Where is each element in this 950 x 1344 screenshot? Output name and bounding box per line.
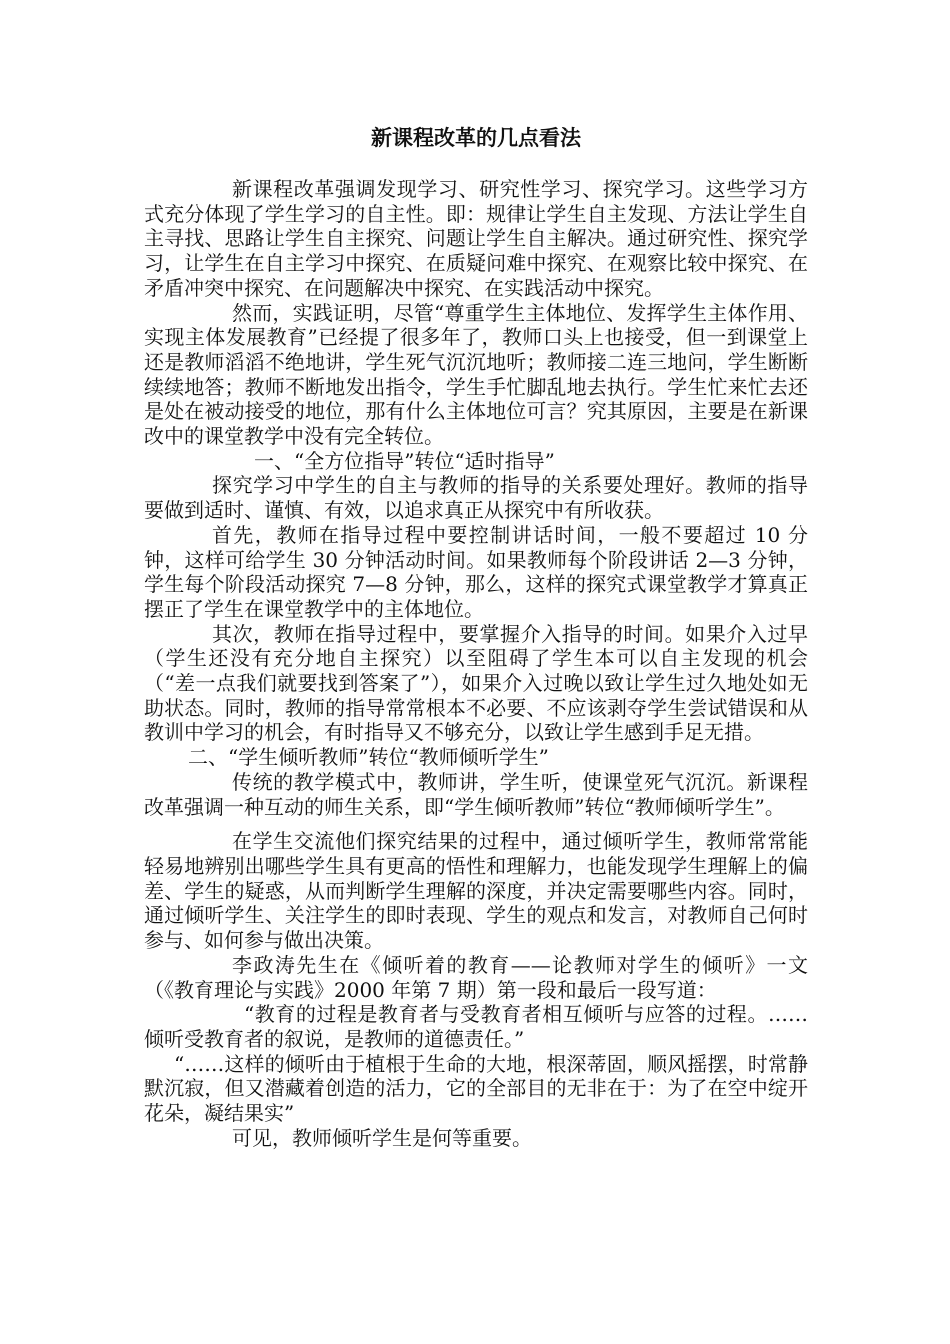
- quote-paragraph-2: “……这样的倾听由于植根于生命的大地，根深蒂固，顺风摇摆，时常静默沉寂，但又潜藏着创造的活力，它的全部目的无非在于：为了在空中绽开花朵，凝结果实”: [144, 1051, 808, 1126]
- listening-paragraph: 传统的教学模式中，教师讲，学生听，使课堂死气沉沉。新课程改革强调一种互动的师生关系，即“学生倾听教师”转位“教师倾听学生”。: [144, 769, 808, 819]
- exchange-paragraph: 在学生交流他们探究结果的过程中，通过倾听学生，教师常常能轻易地辨别出哪些学生具有更高的悟性和理解力，也能发现学生理解上的偏差、学生的疑惑，从而判断学生理解的深度，并决定需要哪些内容。同时，通过倾听学生、关注学生的即时表现、学生的观点和发言，对教师自己何时参与、如何参与做出决策。: [144, 829, 808, 953]
- section-heading-1: 一、“全方位指导”转位“适时指导”: [254, 448, 555, 473]
- conclusion-paragraph: 可见，教师倾听学生是何等重要。: [232, 1125, 532, 1150]
- problem-paragraph: 然而，实践证明，尽管“尊重学生主体地位、发挥学生主体作用、实现主体发展教育”已经提了很多年了，教师口头上也接受，但一到课堂上还是教师滔滔不绝地讲，学生死气沉沉地听；教师接二连三地问，学生断断续续地答；教师不断地发出指令，学生手忙脚乱地去执行。学生忙来忙去还是处在被动接受的地位，那有什么主体地位可言？究其原因，主要是在新课改中的课堂教学中没有完全转位。: [144, 300, 808, 449]
- quote-paragraph-1: “教育的过程是教育者与受教育者相互倾听与应答的过程。……倾听受教育者的叙说，是教师的道德责任。”: [144, 1002, 808, 1051]
- citation-paragraph: 李政涛先生在《倾听着的教育——论教师对学生的倾听》一文（《教育理论与实践》2000 年第 7 期）第一段和最后一段写道：: [144, 952, 808, 1002]
- section-heading-2: 二、“学生倾听教师”转位“教师倾听学生”: [188, 745, 549, 770]
- intro-paragraph: 新课程改革强调发现学习、研究性学习、探究学习。这些学习方式充分体现了学生学习的自主性。即：规律让学生自主发现、方法让学生自主寻找、思路让学生自主探究、问题让学生自主解决。通过研究性、探究学习，让学生在自主学习中探究、在质疑问难中探究、在观察比较中探究、在矛盾冲突中探究、在问题解决中探究、在实践活动中探究。: [144, 177, 808, 300]
- guidance-paragraph: 探究学习中学生的自主与教师的指导的关系要处理好。教师的指导要做到适时、谨慎、有效，以追求真正从探究中有所收获。: [144, 473, 808, 523]
- first-point-paragraph: 首先，教师在指导过程中要控制讲话时间，一般不要超过 10 分钟，这样可给学生 30 分钟活动时间。如果教师每个阶段讲话 2—3 分钟，学生每个阶段活动探究 7—8 分钟，那么，这样的探究式课堂教学才算真正摆正了学生在课堂教学中的主体地位。: [144, 522, 808, 621]
- document-body: [144, 124, 808, 1150]
- document-title: 新课程改革的几点看法: [371, 125, 581, 150]
- second-point-paragraph: 其次，教师在指导过程中，要掌握介入指导的时间。如果介入过早（学生还没有充分地自主探究）以至阻碍了学生本可以自主发现的机会（“差一点我们就要找到答案了”），如果介入过晚以致让学生过久地处如无助状态。同时，教师的指导常常根本不必要、不应该剥夺学生尝试错误和从教训中学习的机会，有时指导又不够充分，以致让学生感到手足无措。: [144, 621, 808, 745]
